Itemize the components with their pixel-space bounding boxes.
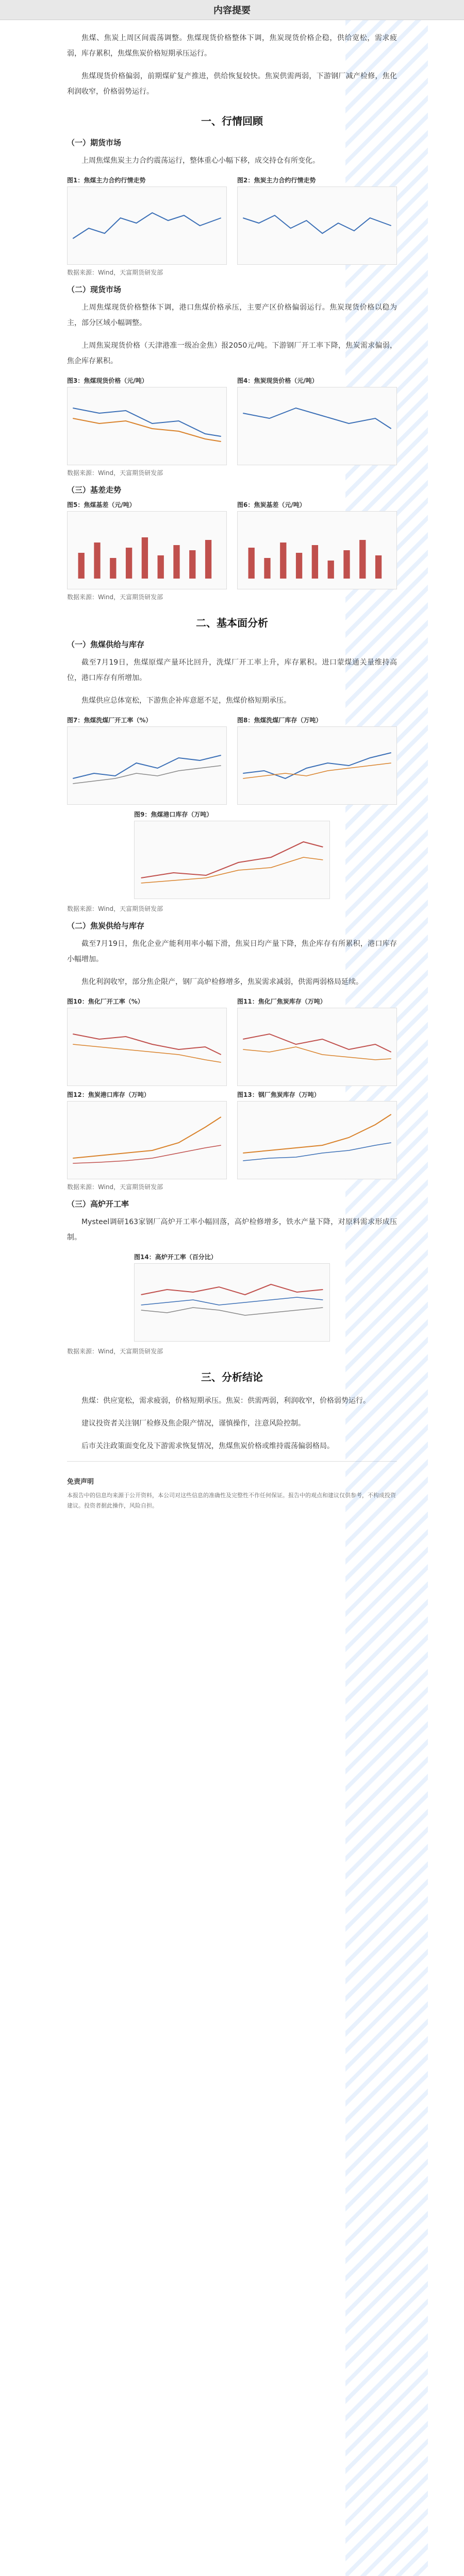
chart-line (67, 187, 227, 265)
fig7 (67, 716, 227, 805)
fig4-title: 图4：焦炭现货价格（元/吨） (237, 377, 318, 384)
fig1 (67, 176, 227, 265)
section1-sub1-title: （一）期货市场 (67, 138, 122, 147)
section3 (67, 1369, 397, 1454)
section2-sub2-title: （二）焦炭供给与库存 (67, 921, 145, 930)
source-note: 数据来源：Wind，天富期货研发部 (67, 905, 163, 912)
chart-line (237, 1008, 397, 1086)
section2-sub3-title: （三）高炉开工率 (67, 1199, 129, 1209)
section1-sub3-title: （三）基差走势 (67, 485, 122, 495)
divider (67, 1461, 397, 1462)
source-note: 数据来源：Wind，天富期货研发部 (67, 594, 163, 601)
section1-title: 一、行情回顾 (201, 115, 263, 127)
fig8 (237, 716, 397, 805)
fig11 (237, 997, 397, 1086)
chart-line (237, 726, 397, 805)
chart-bar (237, 511, 397, 589)
chart-line (237, 387, 397, 465)
fig-row-2 (67, 376, 397, 465)
fig7-title: 图7：焦煤洗煤厂开工率（%） (67, 717, 152, 724)
fig13 (237, 1090, 397, 1179)
section1-para3: 上周焦炭现货价格（天津港准一级冶金焦）报2050元/吨。下游钢厂开工率下降，焦炭需求偏弱，焦企库存累积。 (67, 342, 397, 365)
fig-row-3 (67, 500, 397, 589)
fig10-title: 图10：焦化厂开工率（%） (67, 998, 144, 1005)
fig9-title: 图9：焦煤港口库存（万吨） (134, 811, 213, 818)
section2-para3: 截至7月19日，焦化企业产能利用率小幅下滑，焦炭日均产量下降，焦企库存有所累积，港口库存小幅增加。 (67, 940, 397, 963)
fig-row-1 (67, 176, 397, 265)
fig2-title: 图2：焦炭主力合约行情走势 (237, 177, 316, 184)
section2-para2: 焦煤供应总体宽松，下游焦企补库意愿不足，焦煤价格短期承压。 (81, 697, 291, 705)
section1-sub2-title: （二）现货市场 (67, 285, 122, 294)
chart-bar (67, 511, 227, 589)
document-body (0, 20, 464, 1511)
fig8-title: 图8：焦煤洗煤厂库存（万吨） (237, 717, 322, 724)
section3-para3: 后市关注政策面变化及下游需求恢复情况，焦煤焦炭价格或维持震荡偏弱格局。 (81, 1442, 334, 1450)
chart-line (134, 821, 330, 899)
chart-line (134, 1263, 330, 1342)
section2-para4: 焦化利润收窄，部分焦企限产，钢厂高炉检修增多，焦炭需求减弱，供需两弱格局延续。 (81, 978, 363, 986)
section1-para1: 上周焦煤焦炭主力合约震荡运行，整体重心小幅下移，成交持仓有所变化。 (81, 157, 320, 165)
disclaimer-title: 免责声明 (67, 1478, 94, 1486)
fig5-title: 图5：焦煤基差（元/吨） (67, 501, 136, 509)
fig13-title: 图13：钢厂焦炭库存（万吨） (237, 1091, 320, 1098)
section3-para1: 焦煤：供应宽松，需求疲弱，价格短期承压。焦炭：供需两弱，利润收窄，价格弱势运行。 (81, 1397, 370, 1405)
summary-para-2: 焦煤现货价格偏弱，前期煤矿复产推进，供给恢复较快。焦炭供需两弱，下游钢厂减产检修，焦化利润收窄，价格弱势运行。 (67, 72, 397, 96)
chart-line (237, 187, 397, 265)
fig6 (237, 500, 397, 589)
fig9 (134, 810, 330, 899)
section2-sub1-title: （一）焦煤供给与库存 (67, 640, 145, 649)
fig11-title: 图11：焦化厂焦炭库存（万吨） (237, 998, 326, 1005)
chart-line (67, 1101, 227, 1179)
fig3 (67, 376, 227, 465)
fig2 (237, 176, 397, 265)
section2-para1: 截至7月19日，焦煤原煤产量环比回升，洗煤厂开工率上升，库存累积。进口蒙煤通关量维持高位，港口库存有所增加。 (67, 658, 397, 682)
fig10 (67, 997, 227, 1086)
chart-line (67, 1008, 227, 1086)
section3-title: 三、分析结论 (201, 1371, 263, 1383)
fig-row-6 (67, 1090, 397, 1179)
fig6-title: 图6：焦炭基差（元/吨） (237, 501, 306, 509)
fig14 (134, 1252, 330, 1342)
summary-para-1: 焦煤、焦炭上周区间震荡调整。焦煤现货价格整体下调，焦炭现货价格企稳，供给宽松，需求疲弱，库存累积，焦煤焦炭价格短期承压运行。 (67, 34, 397, 58)
disclaimer-text: 本报告中的信息均来源于公开资料，本公司对这些信息的准确性及完整性不作任何保证。报告中的观点和建议仅供参考，不构成投资建议。投资者据此操作，风险自担。 (67, 1492, 396, 1509)
fig5 (67, 500, 227, 589)
section3-para2: 建议投资者关注钢厂检修及焦企限产情况，谨慎操作，注意风险控制。 (81, 1419, 305, 1428)
fig14-title: 图14：高炉开工率（百分比） (134, 1253, 217, 1261)
source-note: 数据来源：Wind，天富期货研发部 (67, 1348, 163, 1355)
source-note: 数据来源：Wind，天富期货研发部 (67, 1183, 163, 1191)
section2-para5: Mysteel调研163家钢厂高炉开工率小幅回落，高炉检修增多，铁水产量下降，对原料需求形成压制。 (67, 1218, 397, 1242)
fig1-title: 图1：焦煤主力合约行情走势 (67, 177, 146, 184)
fig12 (67, 1090, 227, 1179)
chart-line (237, 1101, 397, 1179)
source-note: 数据来源：Wind，天富期货研发部 (67, 469, 163, 477)
disclaimer (67, 1477, 397, 1511)
source-note: 数据来源：Wind，天富期货研发部 (67, 269, 163, 276)
page-title: 内容提要 (213, 5, 251, 16)
fig12-title: 图12：焦炭港口库存（万吨） (67, 1091, 150, 1098)
header-bar (0, 0, 464, 20)
section2-title: 二、基本面分析 (196, 617, 268, 629)
section1-para2: 上周焦煤现货价格整体下调，港口焦煤价格承压，主要产区价格偏弱运行。焦炭现货价格以稳为主，部分区域小幅调整。 (67, 303, 397, 327)
fig4 (237, 376, 397, 465)
chart-line (67, 387, 227, 465)
fig-row-4 (67, 716, 397, 805)
fig3-title: 图3：焦煤现货价格（元/吨） (67, 377, 148, 384)
chart-line (67, 726, 227, 805)
fig-row-5 (67, 997, 397, 1086)
